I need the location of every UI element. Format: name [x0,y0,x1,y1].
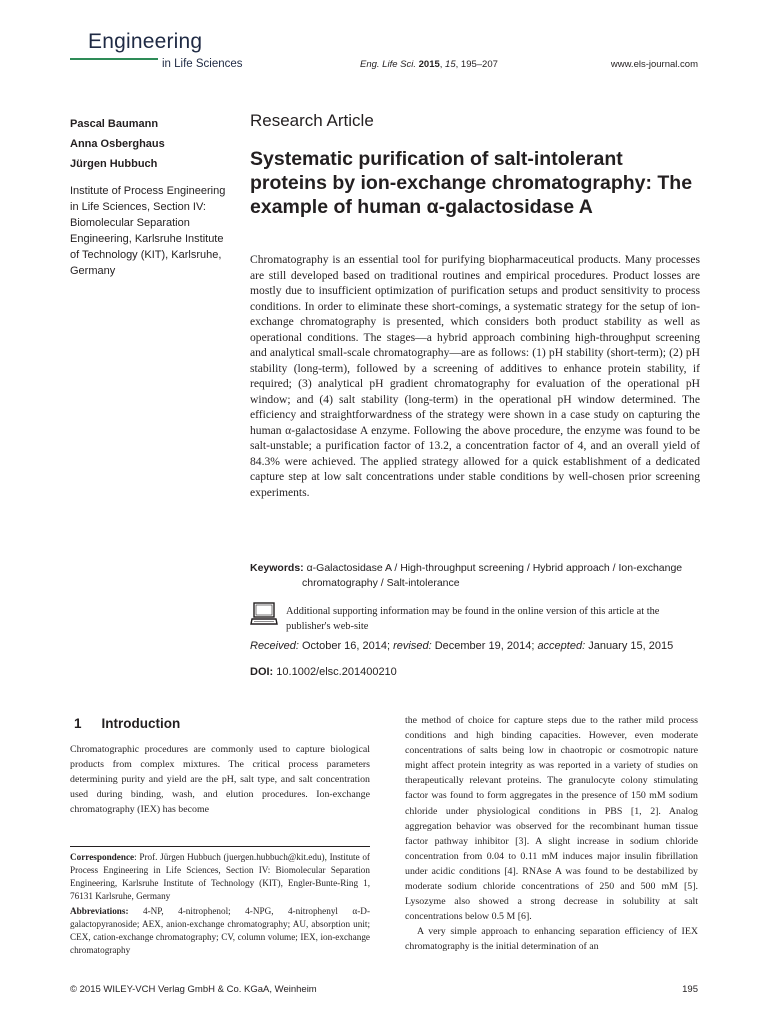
author-name: Anna Osberghaus [70,138,165,150]
body-paragraph: the method of choice for capture steps due to the rather mild process conditions and high binding capacities. However, even moderate concentrations of salts being low in chaotropic or cosmotropic nature might affect protein integrity as was reported in a variety of studies on therapeutically relevant proteins. The granulocyte colony stimulating factor was found to form aggregates in the presence of 150 mM sodium chloride under physiological conditions in PBS [1, 2]. Analog aggregation behavior was observed for the recombinant human tissue factor pathway inhibitor [3]. A slight increase in sodium chloride concentration from 0.04 to 0.11 mM induces major insulin fibrillation under acidic conditions [4]. RNAse A was found to be destabilized by moderate sodium chloride concentrations of 250 and 500 mM [5]. Lysozyme also showed a strong decrease in solubility at salt concentrations below 0.5 M [6]. [405,715,698,923]
doi-label: DOI: [250,666,274,678]
journal-logo-title: Engineering [88,30,203,53]
journal-volume: 15 [445,59,456,70]
footnote [70,851,370,959]
abbreviations-text: 4-NP, 4-nitrophenol; 4-NPG, 4-nitrophenyl α-D-galactopyranoside; AEX, anion-exchange chromatography; AU, absorption unit; CEX, cation-exchange chromatography; CV, column volume; IEX, ion-exchange chromatography [70,906,370,955]
section-title: Introduction [101,716,181,731]
correspondence [70,851,370,903]
article-title: Systematic purification of salt-intolerant proteins by ion-exchange chromatography: The example of human α-galactosidase A [250,148,693,218]
doi-link[interactable]: 10.1002/elsc.201400210 [276,666,397,678]
body-paragraph: Chromatographic procedures are commonly used to capture biological products from complex mixtures. The critical process parameters determining purity and yield are the pH, salt type, and salt concentration used during binding, wash, and elution procedures. Ion-exchange chromatography (IEX) has become [70,744,370,816]
keywords-label: Keywords: [250,562,304,574]
supporting-info [250,602,700,636]
section-heading [74,716,200,731]
correspondence-text: : Prof. Jürgen Hubbuch (juergen.hubbuch@kit.edu), Institute of Process Engineering in Life Sciences, Section IV: Biomolecular Separation Engineering, Karlsruhe Institute of Technology (KIT), Engler-Bunte-Ring 1, 76131 Karlsruhe, Germany [70,852,370,901]
keywords-line-1: α-Galactosidase A / High-throughput screening / Hybrid approach / Ion-exchange [306,562,683,574]
article-type: Research Article [250,111,374,130]
journal-website-link[interactable]: www.els-journal.com [610,59,698,70]
revised-date: December 19, 2014; [434,640,535,652]
author-name: Jürgen Hubbuch [70,158,158,170]
computer-icon [250,602,278,626]
footnote-divider [70,846,370,847]
doi [250,666,397,678]
author-name: Pascal Baumann [70,118,159,130]
abbreviations-label: Abbreviations: [70,906,129,916]
abbreviations [70,905,370,957]
body-column-right [405,713,698,955]
author-list [70,114,165,174]
received-label: Received: [250,640,299,652]
received-date: October 16, 2014; [301,640,391,652]
revised-label: revised: [393,640,432,652]
affiliation: Institute of Process Engineering in Life Sciences, Section IV: Biomolecular Separation Engineering, Karlsruhe Institute of Technology (KIT), Karlsruhe, Germany [70,185,226,277]
accepted-date: January 15, 2015 [588,640,674,652]
section-number: 1 [74,716,82,731]
body-paragraph: A very simple approach to enhancing separation efficiency of IEX chromatography is the initial determination of an [405,926,698,953]
supporting-info-text: Additional supporting information may be found in the online version of this article at the publisher's web-site [286,606,660,632]
journal-logo-subtitle: in Life Sciences [162,58,243,70]
page-number: 195 [682,984,698,995]
keywords-line-2: chromatography / Salt-intolerance [302,577,460,589]
logo-rule [70,58,158,60]
copyright: © 2015 WILEY-VCH Verlag GmbH & Co. KGaA, Weinheim [70,984,317,995]
correspondence-label: Correspondence [70,852,135,862]
accepted-label: accepted: [537,640,586,652]
journal-pages: 195–207 [460,59,498,70]
article-dates [250,640,673,652]
journal-year: 2015 [418,59,440,70]
journal-abbrev: Eng. Life Sci. [360,59,416,70]
keywords [250,561,700,591]
abstract: Chromatography is an essential tool for purifying biopharmaceutical products. Many processes are still developed based on traditional routines and empirical procedures. Product losses are mostly due to insufficient optimization of purification setups and product sensitivity to process conditions. In order to eliminate these short-comings, a systematic strategy for the setup of ion-exchange chromatography is presented, which considers both product stability as well as operational conditions. The stages—a hybrid approach combining high-throughput screening and analytical small-scale chromatography—are as follows: (1) pH stability (short-term); (2) pH stability (long-term), followed by a screening of additives to enhance protein stability, if required; (3) analytical pH gradient chromatography for evaluation of the operational pH window; and (4) salt stability (long-term) in the operational pH window determined. The efficiency and straightforwardness of the strategy were shown in a case study on capturing the human α-galactosidase A enzyme. Following the above procedure, the enzyme was found to be salt-unstable; a purification factor of 13.2, a concentration factor of 4, and an overall yield of 84.3% were achieved. The applied strategy allowed for a quick establishment of a dedicated capture step at low salt concentrations under stable conditions by well-chosen prior screening experiments. [250,253,700,499]
journal-citation: Eng. Life Sci. 2015, 15, 195–207 [360,59,498,70]
